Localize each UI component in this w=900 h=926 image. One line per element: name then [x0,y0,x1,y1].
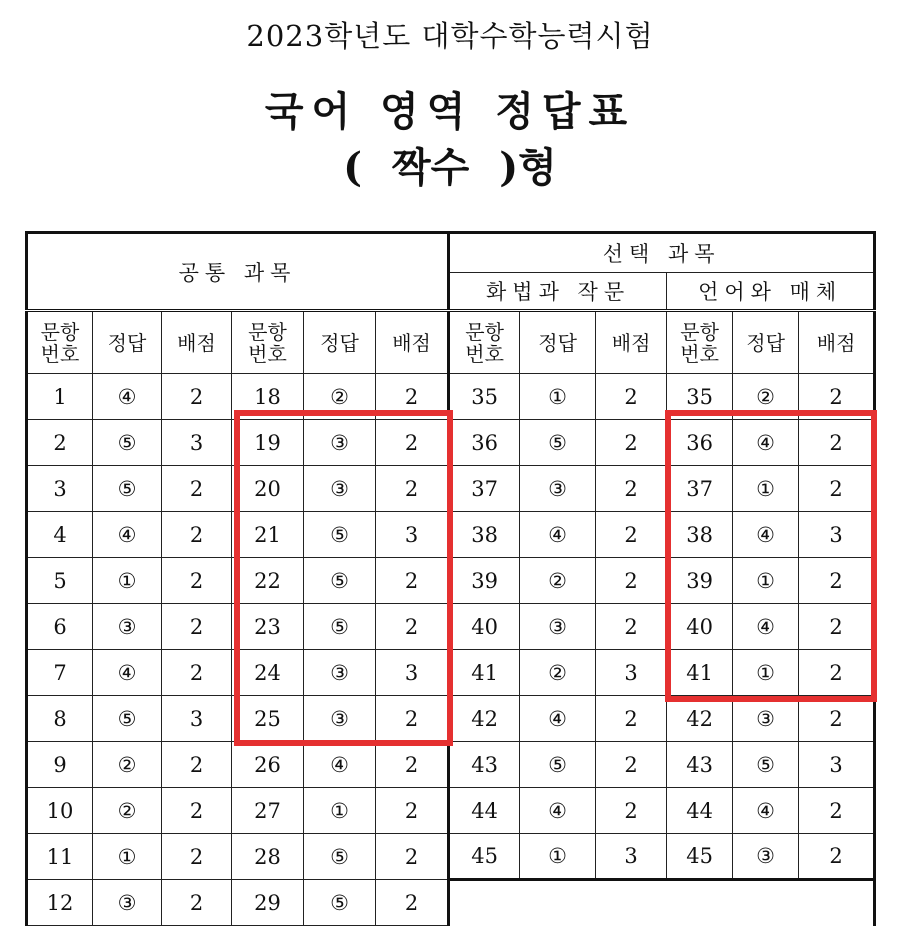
column-header-num: 문항 번호 [667,311,733,374]
question-number-cell: 43 [667,742,733,788]
points-cell: 2 [162,834,232,880]
answer-cell: ② [520,558,596,604]
question-number-cell: 18 [232,374,304,420]
points-cell: 2 [799,696,875,742]
answer-cell: ① [733,558,799,604]
elective-a-header: 화법과 작문 [449,273,667,311]
column-header-num: 문항 번호 [449,311,520,374]
question-number-cell [667,880,733,926]
points-cell: 2 [162,742,232,788]
table-row [27,650,875,696]
table-row [27,604,875,650]
question-number-cell: 43 [449,742,520,788]
answer-cell: ④ [520,512,596,558]
answer-cell: ① [520,834,596,880]
exam-title: 2023학년도 대학수학능력시험 [246,19,654,53]
points-cell: 2 [596,512,667,558]
column-header-num: 문항 번호 [232,311,304,374]
question-number-cell: 37 [449,466,520,512]
points-cell: 2 [162,558,232,604]
table-row [27,696,875,742]
answer-cell: ① [733,650,799,696]
points-cell: 2 [162,512,232,558]
answer-cell [733,880,799,926]
points-cell: 3 [799,512,875,558]
question-number-cell: 41 [449,650,520,696]
question-number-cell: 39 [449,558,520,604]
question-number-cell: 25 [232,696,304,742]
question-number-cell: 37 [667,466,733,512]
question-number-cell: 40 [667,604,733,650]
type-open-paren: ( [343,144,363,191]
table-row [27,834,875,880]
answer-rows [27,374,875,926]
points-cell: 2 [376,788,449,834]
answer-cell: ⑤ [520,420,596,466]
question-number-cell: 38 [667,512,733,558]
points-cell: 2 [596,604,667,650]
table-row [27,880,875,926]
question-number-cell: 36 [449,420,520,466]
answer-cell: ⑤ [93,696,162,742]
question-number-cell: 22 [232,558,304,604]
points-cell: 2 [596,374,667,420]
question-number-cell: 5 [27,558,93,604]
column-header-ans: 정답 [93,311,162,374]
question-number-cell: 28 [232,834,304,880]
common-subject-header: 공통 과목 [27,233,449,311]
answer-cell: ① [304,788,376,834]
answer-cell: ④ [520,788,596,834]
question-number-cell: 26 [232,742,304,788]
points-cell: 2 [596,466,667,512]
answer-cell: ④ [93,650,162,696]
points-cell: 2 [799,420,875,466]
answer-cell: ③ [304,466,376,512]
points-cell: 2 [162,880,232,926]
question-number-cell: 44 [449,788,520,834]
points-cell: 2 [162,650,232,696]
points-cell: 2 [596,788,667,834]
column-header-pts: 배점 [162,311,232,374]
answer-cell: ① [520,374,596,420]
points-cell: 2 [596,420,667,466]
column-header-ans: 정답 [520,311,596,374]
answer-cell: ⑤ [304,558,376,604]
table-row [27,558,875,604]
table-row [27,742,875,788]
column-header-pts: 배점 [799,311,875,374]
answer-cell: ⑤ [733,742,799,788]
column-header-pts: 배점 [596,311,667,374]
points-cell: 3 [376,512,449,558]
question-number-cell: 23 [232,604,304,650]
question-number-cell: 1 [27,374,93,420]
answer-cell: ② [93,742,162,788]
question-number-cell: 6 [27,604,93,650]
question-number-cell: 27 [232,788,304,834]
answer-cell: ② [520,650,596,696]
column-header-ans: 정답 [733,311,799,374]
question-number-cell: 11 [27,834,93,880]
answer-cell: ③ [304,696,376,742]
points-cell: 2 [799,788,875,834]
points-cell [799,880,875,926]
points-cell: 2 [799,558,875,604]
subject-title: 국어 영역 정답표 [264,88,636,135]
question-number-cell: 19 [232,420,304,466]
elective-b-header: 언어와 매체 [667,273,875,311]
answer-cell: ③ [520,466,596,512]
question-number-cell: 10 [27,788,93,834]
answer-cell: ② [93,788,162,834]
points-cell: 2 [376,696,449,742]
points-cell: 2 [162,604,232,650]
points-cell: 2 [596,558,667,604]
question-number-cell: 4 [27,512,93,558]
table-row [27,466,875,512]
answer-cell: ① [93,834,162,880]
points-cell: 2 [162,466,232,512]
points-cell: 2 [799,604,875,650]
question-number-cell: 21 [232,512,304,558]
points-cell: 2 [162,788,232,834]
question-number-cell: 45 [667,834,733,880]
question-number-cell: 35 [667,374,733,420]
answer-cell: ④ [304,742,376,788]
points-cell: 2 [799,374,875,420]
answer-cell: ③ [520,604,596,650]
points-cell: 2 [376,834,449,880]
points-cell: 2 [799,466,875,512]
answer-cell: ⑤ [93,466,162,512]
table-row [27,512,875,558]
answer-cell: ③ [304,650,376,696]
points-cell: 3 [376,650,449,696]
points-cell: 3 [162,420,232,466]
question-number-cell: 12 [27,880,93,926]
points-cell [596,880,667,926]
answer-cell: ② [733,374,799,420]
answer-cell: ④ [93,374,162,420]
question-number-cell: 3 [27,466,93,512]
answer-table [25,231,876,926]
points-cell: 3 [596,650,667,696]
question-number-cell [449,880,520,926]
answer-cell: ⑤ [304,604,376,650]
points-cell: 2 [596,742,667,788]
question-number-cell: 9 [27,742,93,788]
answer-cell: ④ [733,512,799,558]
points-cell: 2 [376,604,449,650]
points-cell: 2 [376,374,449,420]
points-cell: 2 [596,696,667,742]
table-row [27,788,875,834]
points-cell: 3 [162,696,232,742]
question-number-cell: 42 [667,696,733,742]
answer-cell: ④ [733,420,799,466]
column-header-row [27,311,875,374]
question-number-cell: 8 [27,696,93,742]
points-cell: 3 [596,834,667,880]
type-name: 짝수 [392,144,470,191]
answer-cell: ② [304,374,376,420]
answer-cell: ③ [93,880,162,926]
type-close: )형 [499,144,557,191]
question-number-cell: 45 [449,834,520,880]
answer-cell: ① [93,558,162,604]
points-cell: 2 [162,374,232,420]
points-cell: 2 [376,466,449,512]
answer-cell: ⑤ [93,420,162,466]
question-number-cell: 24 [232,650,304,696]
answer-cell: ① [733,466,799,512]
column-header-num: 문항 번호 [27,311,93,374]
answer-cell: ④ [733,788,799,834]
question-number-cell: 38 [449,512,520,558]
points-cell: 2 [376,880,449,926]
answer-cell: ③ [93,604,162,650]
points-cell: 2 [799,834,875,880]
column-header-ans: 정답 [304,311,376,374]
answer-cell: ③ [304,420,376,466]
table-row [27,420,875,466]
answer-cell: ③ [733,834,799,880]
question-number-cell: 39 [667,558,733,604]
answer-cell: ⑤ [520,742,596,788]
answer-cell: ④ [733,604,799,650]
elective-subject-header: 선택 과목 [449,233,875,273]
answer-cell: ④ [520,696,596,742]
answer-cell: ④ [93,512,162,558]
answer-cell: ⑤ [304,834,376,880]
answer-cell: ⑤ [304,512,376,558]
question-number-cell: 2 [27,420,93,466]
question-number-cell: 29 [232,880,304,926]
answer-cell: ⑤ [304,880,376,926]
table-row [27,374,875,420]
column-header-pts: 배점 [376,311,449,374]
answer-cell: ③ [733,696,799,742]
question-number-cell: 40 [449,604,520,650]
question-number-cell: 41 [667,650,733,696]
question-number-cell: 20 [232,466,304,512]
question-number-cell: 36 [667,420,733,466]
question-number-cell: 42 [449,696,520,742]
points-cell: 2 [376,558,449,604]
points-cell: 3 [799,742,875,788]
question-number-cell: 35 [449,374,520,420]
question-number-cell: 7 [27,650,93,696]
points-cell: 2 [799,650,875,696]
points-cell: 2 [376,742,449,788]
question-number-cell: 44 [667,788,733,834]
points-cell: 2 [376,420,449,466]
answer-cell [520,880,596,926]
